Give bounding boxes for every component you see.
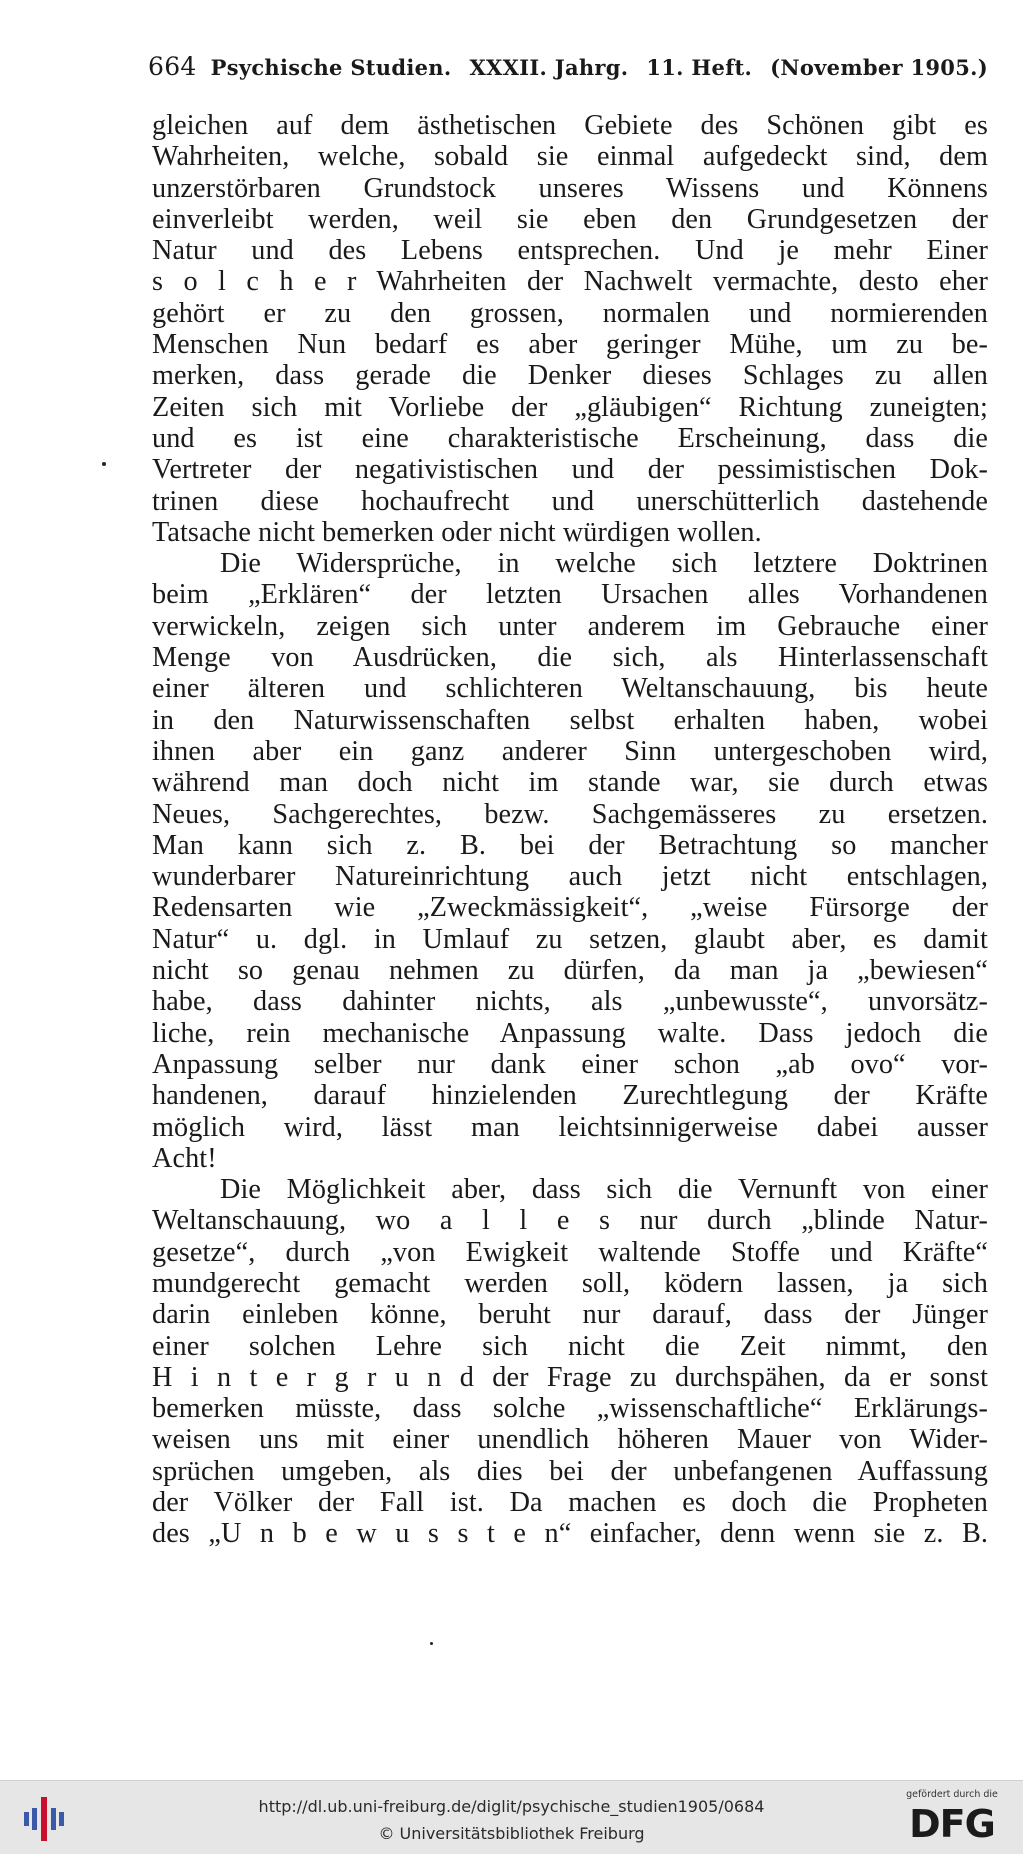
text-line: gehört er zu den grossen, normalen und normierenden xyxy=(152,297,988,329)
text-line: einverleibt werden, weil sie eben den Grundgesetzen der xyxy=(152,203,988,235)
text-line: habe, dass dahinter nichts, als „unbewusste“, unvorsätz- xyxy=(152,986,988,1018)
journal-header xyxy=(211,55,988,80)
dfg-logo-icon xyxy=(893,1789,1011,1849)
text-line: Anpassung selber nur dank einer schon „ab ovo“ vor- xyxy=(152,1048,988,1080)
text-line: einer älteren und schlichteren Weltanschauung, bis heute xyxy=(152,673,988,705)
dfg-caption: gefördert durch die xyxy=(906,1789,998,1800)
text-line: Acht! xyxy=(152,1142,217,1174)
text-line: gesetze“, durch „von Ewigkeit waltende Stoffe und Kräfte“ xyxy=(152,1236,988,1268)
issue-label: 11. Heft. xyxy=(646,55,753,80)
text-line: s o l c h e r Wahrheiten der Nachwelt vermachte, desto eher xyxy=(152,266,988,298)
text-line: Die Möglichkeit aber, dass sich die Vernunft von einer xyxy=(220,1174,988,1206)
margin-mark xyxy=(102,462,106,466)
text-line: in den Naturwissenschaften selbst erhalten haben, wobei xyxy=(152,704,988,736)
text-line: trinen diese hochaufrecht und unerschütterlich dastehende xyxy=(152,485,988,517)
volume-label: XXXII. Jahrg. xyxy=(469,55,629,80)
text-line: Natur und des Lebens entsprechen. Und je mehr Einer xyxy=(152,235,988,267)
footer-bar xyxy=(0,1780,1023,1854)
margin-mark xyxy=(430,1642,433,1645)
text-line: Man kann sich z. B. bei der Betrachtung so mancher xyxy=(152,829,988,861)
text-line: Redensarten wie „Zweckmässigkeit“, „weise Fürsorge der xyxy=(152,892,988,924)
text-line: und es ist eine charakteristische Erscheinung, dass die xyxy=(152,422,988,454)
footer-copyright: © Universitätsbibliothek Freiburg xyxy=(378,1824,645,1843)
journal-title: Psychische Studien. xyxy=(210,55,452,80)
text-line: Weltanschauung, wo a l l e s nur durch „blinde Natur- xyxy=(152,1205,988,1237)
text-line: gleichen auf dem ästhetischen Gebiete des Schönen gibt es xyxy=(152,110,988,141)
text-line: unzerstörbaren Grundstock unseres Wissens und Könnens xyxy=(152,172,988,204)
footer-url[interactable]: http://dl.ub.uni-freiburg.de/diglit/psychische_studien1905/0684 xyxy=(258,1797,765,1816)
text-line: sprüchen umgeben, als dies bei der unbefangenen Auffassung xyxy=(152,1455,988,1487)
text-line: nicht so genau nehmen zu dürfen, da man ja „bewiesen“ xyxy=(152,955,988,987)
body-text xyxy=(152,110,988,1550)
text-line: Tatsache nicht bemerken oder nicht würdigen wollen. xyxy=(152,516,762,548)
text-line: weisen uns mit einer unendlich höheren Mauer von Wider- xyxy=(152,1424,988,1456)
text-line: Wahrheiten, welche, sobald sie einmal aufgedeckt sind, dem xyxy=(152,141,988,173)
text-line: beim „Erklären“ der letzten Ursachen alles Vorhandenen xyxy=(152,579,988,611)
text-line: liche, rein mechanische Anpassung walte. Dass jedoch die xyxy=(152,1017,988,1049)
text-line: Natur“ u. dgl. in Umlauf zu setzen, glaubt aber, es damit xyxy=(152,923,988,955)
text-line: Menschen Nun bedarf es aber geringer Mühe, um zu be- xyxy=(152,329,988,361)
text-line: bemerken müsste, dass solche „wissenschaftliche“ Erklärungs- xyxy=(152,1393,988,1425)
text-line: Vertreter der negativistischen und der pessimistischen Dok- xyxy=(152,454,988,486)
text-line: ihnen aber ein ganz anderer Sinn untergeschoben wird, xyxy=(152,735,988,767)
text-line: während man doch nicht im stande war, sie durch etwas xyxy=(152,767,988,799)
text-line: einer solchen Lehre sich nicht die Zeit nimmt, den xyxy=(152,1330,988,1362)
text-line: H i n t e r g r u n d der Frage zu durchspähen, da er sonst xyxy=(152,1361,988,1393)
text-line: möglich wird, lässt man leichtsinnigerweise dabei ausser xyxy=(152,1111,988,1143)
running-head xyxy=(148,52,988,86)
text-line: der Völker der Fall ist. Da machen es doch die Propheten xyxy=(152,1487,988,1519)
date-label: (November 1905.) xyxy=(770,55,988,80)
text-line: verwickeln, zeigen sich unter anderem im Gebrauche einer xyxy=(152,610,988,642)
text-line: Die Widersprüche, in welche sich letztere Doktrinen xyxy=(220,548,988,580)
text-line: Zeiten sich mit Vorliebe der „gläubigen“ Richtung zuneigten; xyxy=(152,391,988,423)
text-line: Menge von Ausdrücken, die sich, als Hinterlassenschaft xyxy=(152,642,988,674)
text-line: des „U n b e w u s s t e n“ einfacher, denn wenn sie z. B. xyxy=(152,1518,988,1550)
text-line: wunderbarer Natureinrichtung auch jetzt nicht entschlagen, xyxy=(152,861,988,893)
text-line: mundgerecht gemacht werden soll, ködern lassen, ja sich xyxy=(152,1267,988,1299)
text-line: Neues, Sachgerechtes, bezw. Sachgemässeres zu ersetzen. xyxy=(152,798,988,830)
text-line: handenen, darauf hinzielenden Zurechtlegung der Kräfte xyxy=(152,1080,988,1112)
text-line: darin einleben könne, beruht nur darauf, dass der Jünger xyxy=(152,1299,988,1331)
text-line: merken, dass gerade die Denker dieses Schlages zu allen xyxy=(152,360,988,392)
dfg-mark: DFG xyxy=(909,1802,995,1846)
page-number: 664 xyxy=(148,52,197,81)
